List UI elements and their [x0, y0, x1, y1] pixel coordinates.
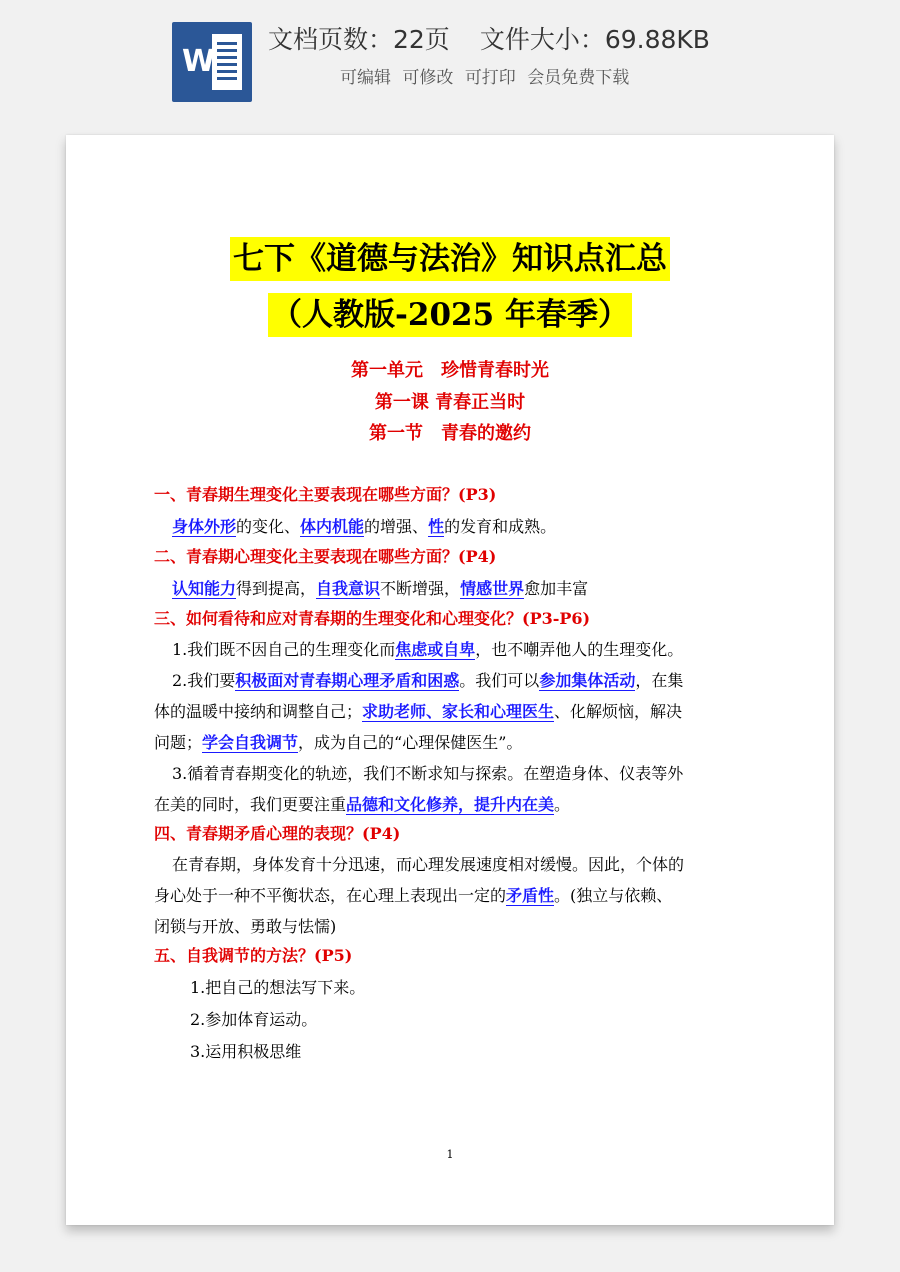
answer-text: 。我们可以 — [459, 671, 540, 690]
keyword: 焦虑或自卑 — [395, 640, 476, 659]
keyword: 体内机能 — [300, 517, 365, 536]
question-3-point-2-line-1 — [172, 665, 683, 696]
answer-text: 1.我们既不因自己的生理变化而 — [172, 640, 396, 659]
question-2-answer — [172, 573, 588, 604]
list-item: 3.运用积极思维 — [190, 1042, 302, 1061]
keyword: 情感世界 — [460, 579, 525, 598]
answer-text: 。 — [554, 795, 571, 814]
unit-heading: 第一单元 珍惜青春时光 — [351, 360, 549, 381]
question-2-heading: 二、青春期心理变化主要表现在哪些方面？(P4) — [154, 547, 497, 566]
keyword: 认知能力 — [172, 579, 237, 598]
document-page — [66, 135, 834, 1225]
question-3-point-1 — [172, 634, 683, 665]
word-icon-line — [217, 56, 237, 59]
feature-printable: 可打印 — [464, 68, 516, 88]
word-icon — [172, 22, 252, 102]
question-4-line-1: 在青春期，身体发育十分迅速，而心理发展速度相对缓慢。因此，个体的 — [172, 855, 685, 874]
answer-text: ，成为自己的“心理保健医生”。 — [298, 733, 523, 752]
page-count: 文档页数：22页 — [268, 25, 450, 54]
answer-text: 身心处于一种不平衡状态，在心理上表现出一定的 — [154, 886, 507, 905]
file-size: 文件大小：69.88KB — [479, 25, 710, 54]
document-title: 七下《道德与法治》知识点汇总 — [230, 237, 670, 281]
question-3-point-3-line-1: 3.循着青春期变化的轨迹，我们不断求知与探索。在塑造身体、仪表等外 — [172, 764, 684, 783]
list-item: 1.把自己的想法写下来。 — [190, 978, 366, 997]
answer-text: 的增强、 — [364, 517, 429, 536]
answer-text: 得到提高， — [236, 579, 317, 598]
question-1-answer — [172, 511, 556, 542]
keyword: 求助老师、家长和心理医生 — [362, 702, 555, 721]
word-icon-line — [217, 42, 237, 45]
feature-editable: 可编辑 — [340, 68, 391, 88]
question-4-line-2 — [154, 880, 672, 911]
question-5-heading: 五、自我调节的方法？(P5) — [154, 946, 353, 965]
title-line-2-wrap — [66, 293, 834, 337]
answer-text: 2.我们要 — [172, 671, 236, 690]
answer-text: 不断增强， — [380, 579, 461, 598]
question-1-heading: 一、青春期生理变化主要表现在哪些方面？(P3) — [154, 485, 497, 504]
title-line-1-wrap — [66, 237, 834, 281]
list-item: 2.参加体育运动。 — [190, 1010, 318, 1029]
word-icon-line — [217, 77, 237, 80]
question-3-point-2-line-2 — [154, 696, 682, 727]
answer-text: 。(独立与依赖、 — [554, 886, 673, 905]
answer-text: ，也不嘲弄他人的生理变化。 — [475, 640, 684, 659]
answer-text: 体的温暖中接纳和调整自己； — [154, 702, 363, 721]
page-number: 1 — [446, 1148, 454, 1161]
question-3-point-3-line-2 — [154, 789, 570, 820]
answer-text: 问题； — [154, 733, 203, 752]
answer-text: 、化解烦恼，解决 — [554, 702, 683, 721]
keyword: 参加集体活动 — [539, 671, 636, 690]
question-3-point-2-line-3 — [154, 727, 522, 758]
keyword: 学会自我调节 — [202, 733, 299, 752]
question-3-heading: 三、如何看待和应对青春期的生理变化和心理变化？(P3-P6) — [154, 609, 591, 628]
keyword: 品德和文化修养，提升内在美 — [346, 795, 555, 814]
keyword: 身体外形 — [172, 517, 237, 536]
document-info-header — [0, 0, 900, 120]
word-icon-line — [217, 63, 237, 66]
lesson-heading: 第一课 青春正当时 — [374, 392, 526, 413]
file-stats — [268, 20, 710, 60]
file-features — [340, 64, 635, 92]
document-subtitle: （人教版-2025 年春季） — [268, 293, 632, 337]
word-icon-line — [217, 70, 237, 73]
keyword: 积极面对青春期心理矛盾和困惑 — [235, 671, 460, 690]
answer-text: 愈加丰富 — [524, 579, 589, 598]
feature-member-download: 会员免费下载 — [527, 68, 630, 88]
answer-text: 在美的同时，我们更要注重 — [154, 795, 347, 814]
section-heading: 第一节 青春的邀约 — [369, 423, 531, 444]
keyword: 自我意识 — [316, 579, 381, 598]
feature-modifiable: 可修改 — [402, 68, 454, 88]
answer-text: 的发育和成熟。 — [444, 517, 557, 536]
answer-text: ，在集 — [635, 671, 684, 690]
keyword: 性 — [428, 517, 445, 536]
answer-text: 的变化、 — [236, 517, 301, 536]
question-4-line-3: 闭锁与开放、勇敢与怯懦) — [154, 917, 337, 936]
word-icon-line — [217, 49, 237, 52]
word-icon-letter: W — [182, 44, 216, 79]
keyword: 矛盾性 — [506, 886, 555, 905]
question-4-heading: 四、青春期矛盾心理的表现？(P4) — [154, 824, 401, 843]
